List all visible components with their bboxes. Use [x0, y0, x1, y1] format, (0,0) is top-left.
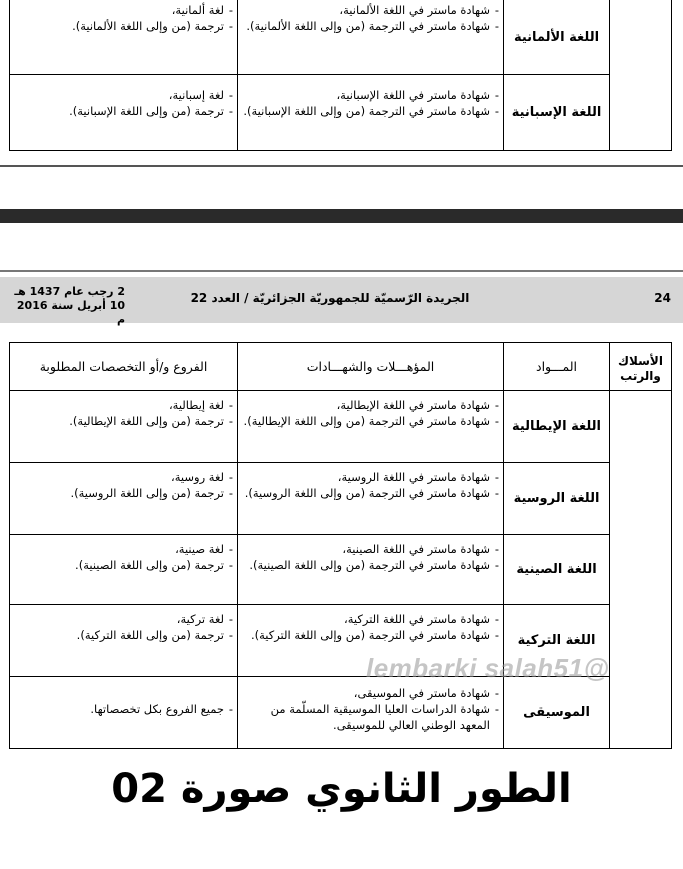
list-item: - لغة ألمانية،	[14, 2, 233, 18]
divider	[0, 270, 683, 272]
qualifications-cell	[238, 391, 504, 463]
list-item: - شهادة ماستر في الترجمة (من وإلى اللغة الصينية).	[242, 557, 499, 573]
list-item: - ترجمة (من وإلى اللغة الإسبانية).	[14, 103, 233, 119]
column-header-subjects: المـــواد	[504, 343, 610, 391]
table-row	[10, 677, 672, 749]
list-item: - ترجمة (من وإلى اللغة الألمانية).	[14, 18, 233, 34]
issue-date: 2 رجب عام 1437 هـ 10 أبريل سنة 2016 م	[14, 285, 125, 326]
list-item: - شهادة ماستر في الترجمة (من وإلى اللغة الروسية).	[242, 485, 499, 501]
list-item: - شهادة ماستر في اللغة الروسية،	[242, 469, 499, 485]
list-item: - شهادة ماستر في اللغة الألمانية،	[242, 2, 499, 18]
list-item: - شهادة ماستر في الترجمة (من وإلى اللغة الإيطالية).	[242, 413, 499, 429]
column-header-qualifications: المؤهـــلات والشهـــادات	[238, 343, 504, 391]
table-row	[10, 535, 672, 605]
table-row	[10, 0, 672, 75]
subject-cell: اللغة الروسية	[504, 463, 610, 535]
qualifications-cell	[238, 0, 504, 75]
qualifications-cell	[238, 535, 504, 605]
qualifications-cell	[238, 463, 504, 535]
branches-cell	[10, 0, 238, 75]
page-number: 24	[654, 291, 671, 305]
corps-cell	[610, 0, 672, 151]
qualifications-cell	[238, 677, 504, 749]
list-item: - شهادة ماستر في اللغة التركية،	[242, 611, 499, 627]
subject-cell: اللغة الصينية	[504, 535, 610, 605]
subject-cell: اللغة التركية	[504, 605, 610, 677]
table-row	[10, 391, 672, 463]
list-item: - لغة إيطالية،	[14, 397, 233, 413]
list-item: - ترجمة (من وإلى اللغة التركية).	[14, 627, 233, 643]
main-table	[9, 342, 672, 749]
page-break-bar	[0, 209, 683, 223]
subject-cell: اللغة الألمانية	[504, 0, 610, 75]
list-item: - شهادة الدراسات العليا الموسيقية المسلّمة من المعهد الوطني العالي للموسيقى.	[242, 701, 499, 733]
branches-cell	[10, 677, 238, 749]
list-item: - ترجمة (من وإلى اللغة الصينية).	[14, 557, 233, 573]
branches-cell	[10, 75, 238, 151]
list-item: - لغة تركية،	[14, 611, 233, 627]
list-item: - لغة روسية،	[14, 469, 233, 485]
list-item: - شهادة ماستر في الموسيقى،	[242, 685, 499, 701]
list-item: - شهادة ماستر في اللغة الصينية،	[242, 541, 499, 557]
column-header-branches: الفروع و/أو التخصصات المطلوبة	[10, 343, 238, 391]
subject-cell: الموسيقى	[504, 677, 610, 749]
subject-cell: اللغة الإسبانية	[504, 75, 610, 151]
table-row	[10, 75, 672, 151]
list-item: - شهادة ماستر في الترجمة (من وإلى اللغة الألمانية).	[242, 18, 499, 34]
list-item: - لغة صينية،	[14, 541, 233, 557]
list-item: - ترجمة (من وإلى اللغة الإيطالية).	[14, 413, 233, 429]
journal-title: الجريدة الرّسميّة للجمهوريّة الجزائريّة / العدد 22	[190, 291, 470, 305]
subject-cell: اللغة الإيطالية	[504, 391, 610, 463]
list-item: - شهادة ماستر في اللغة الإسبانية،	[242, 87, 499, 103]
list-item: - جميع الفروع بكل تخصصاتها.	[14, 701, 233, 717]
running-head	[0, 277, 683, 326]
top-table	[9, 0, 672, 151]
corps-cell	[610, 391, 672, 749]
watermark: lembarki salah51@	[366, 653, 610, 683]
qualifications-cell	[238, 75, 504, 151]
caption: الطور الثانوي صورة 02	[111, 766, 572, 812]
table-row	[10, 463, 672, 535]
divider	[0, 165, 683, 167]
list-item: - ترجمة (من وإلى اللغة الروسية).	[14, 485, 233, 501]
table-header-row	[10, 343, 672, 391]
list-item: - شهادة ماستر في اللغة الإيطالية،	[242, 397, 499, 413]
list-item: - شهادة ماستر في الترجمة (من وإلى اللغة الإسبانية).	[242, 103, 499, 119]
list-item: - لغة إسبانية،	[14, 87, 233, 103]
branches-cell	[10, 463, 238, 535]
column-header-corps: الأسلاك والرتب	[610, 343, 672, 391]
branches-cell	[10, 535, 238, 605]
branches-cell	[10, 605, 238, 677]
list-item: - شهادة ماستر في الترجمة (من وإلى اللغة التركية).	[242, 627, 499, 643]
branches-cell	[10, 391, 238, 463]
